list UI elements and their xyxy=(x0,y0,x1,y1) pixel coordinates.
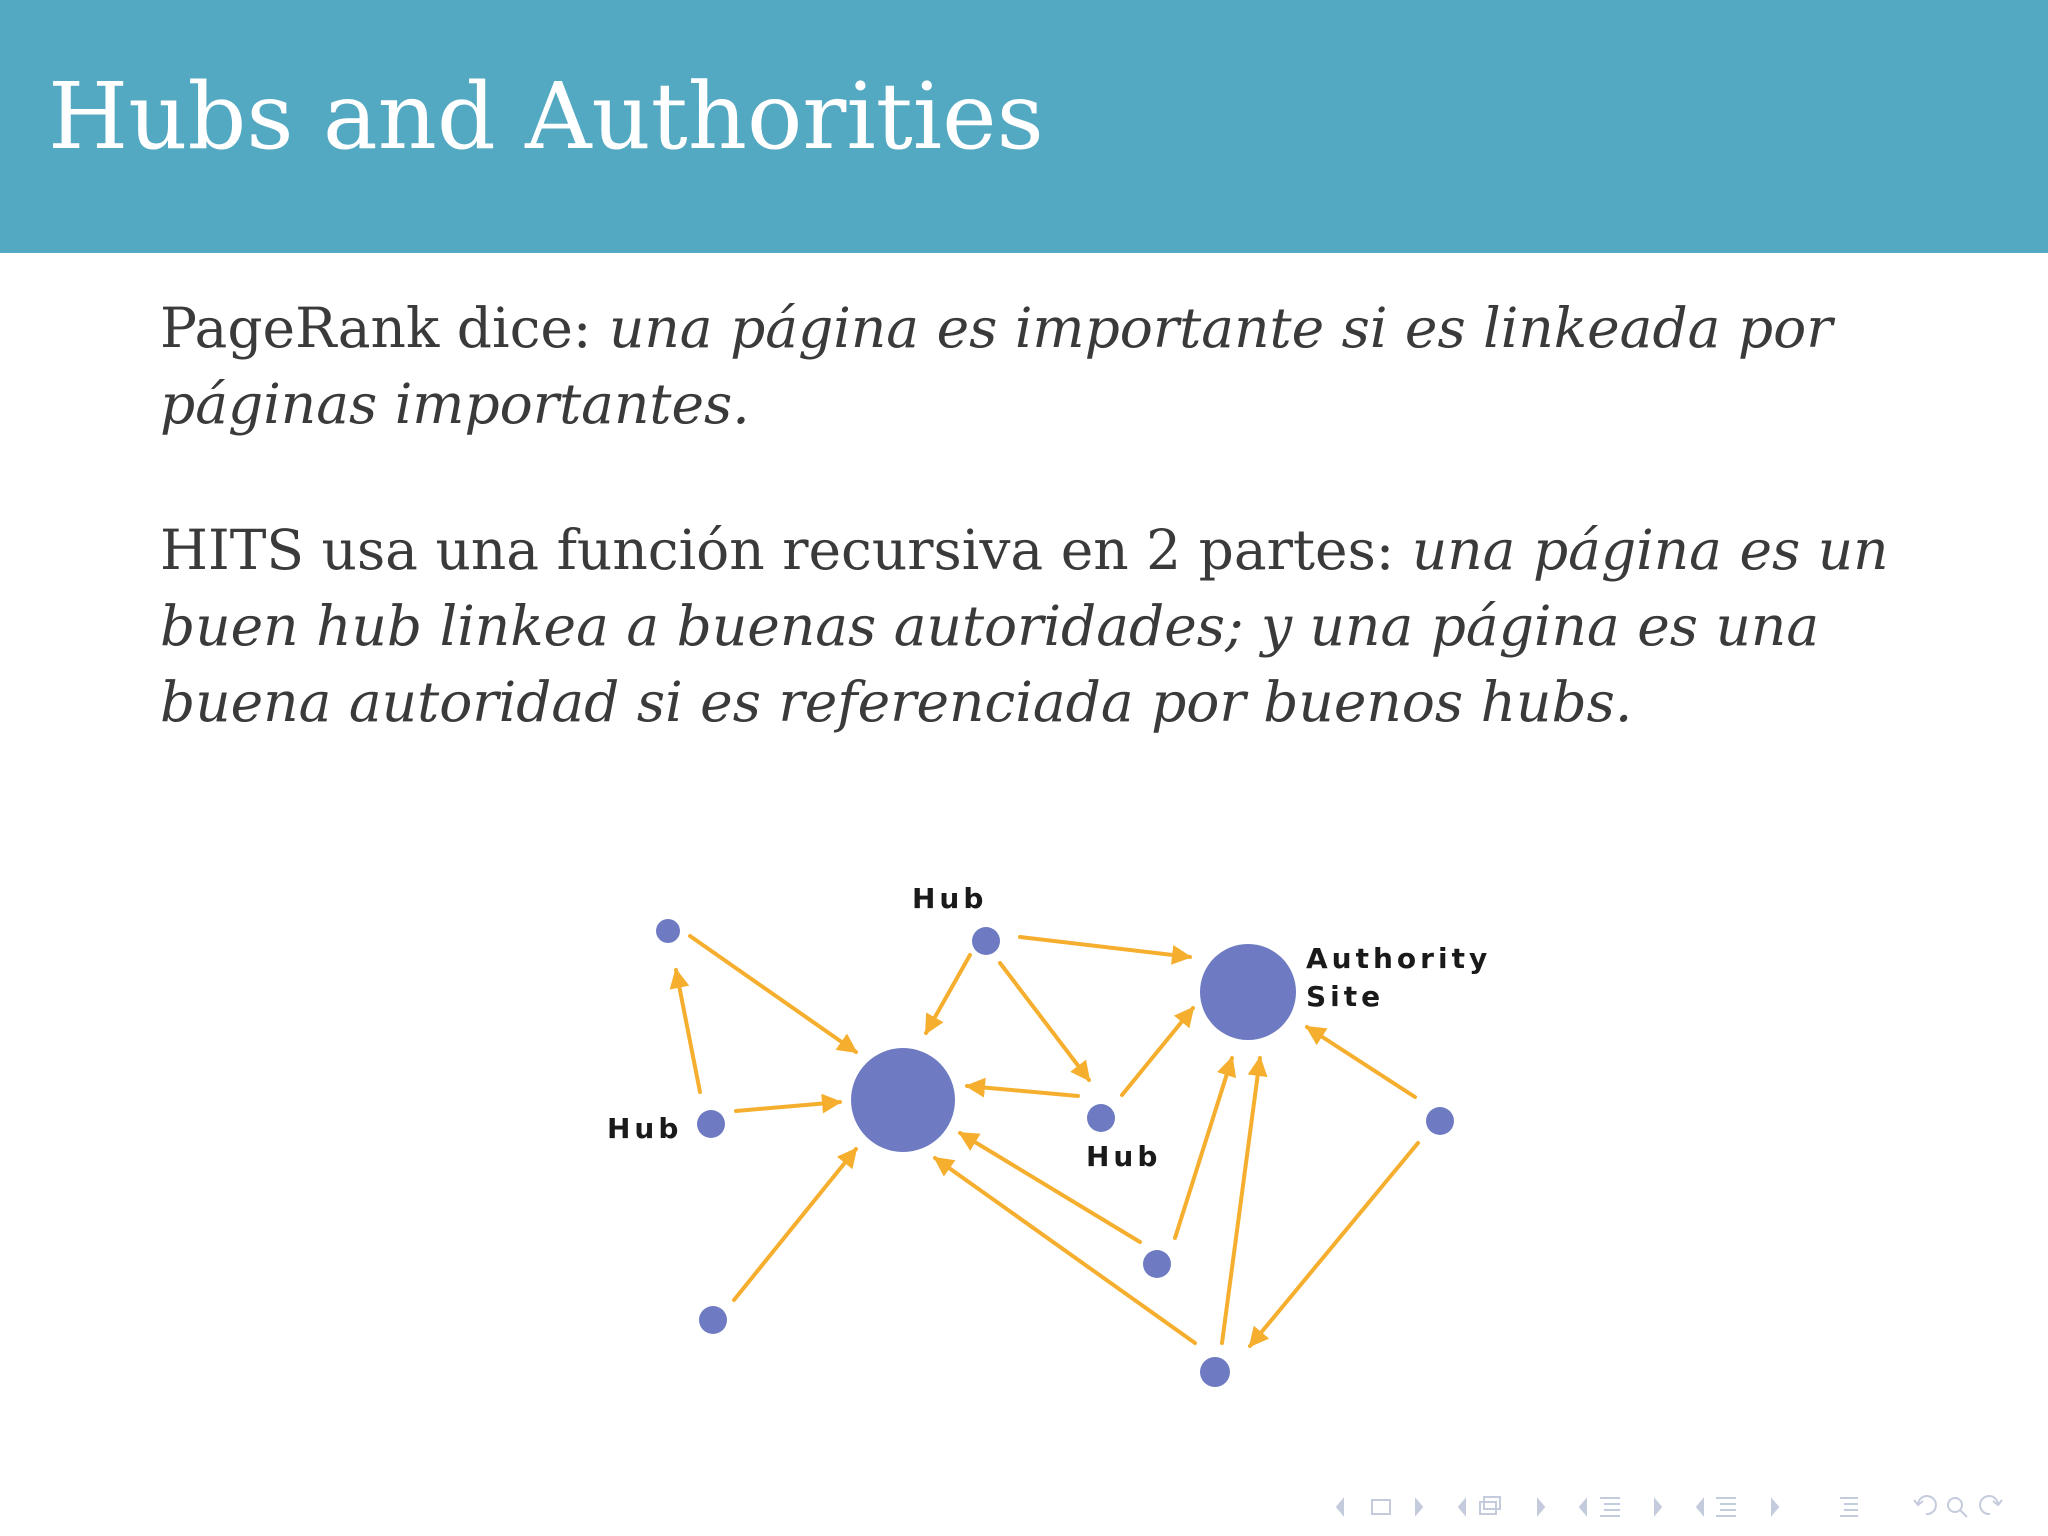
pagerank-lead: PageRank dice: xyxy=(160,296,609,360)
hub-label-mid: Hub xyxy=(1086,1140,1162,1173)
hub-node-mid xyxy=(1087,1104,1115,1132)
node xyxy=(699,1306,727,1334)
hits-definition: una página es un buen hub linkea a buenas autoridades; y una página es una buena autoridad si es referenciada por buenos hubs. xyxy=(160,518,1889,734)
pagerank-definition: una página es importante si es linkeada por páginas importantes. xyxy=(160,296,1833,436)
arrow-left-icon[interactable] xyxy=(1337,1500,1343,1514)
hub-label-left: Hub xyxy=(607,1112,683,1145)
authority-label-line1: Authority xyxy=(1306,942,1492,975)
search-icon[interactable] xyxy=(1948,1498,1967,1517)
arrow-left-icon[interactable] xyxy=(1697,1500,1703,1514)
edge xyxy=(734,1149,856,1300)
edge xyxy=(1307,1027,1415,1097)
frame-icon[interactable] xyxy=(1372,1500,1390,1514)
hub-label-top: Hub xyxy=(912,882,988,915)
edge xyxy=(926,955,970,1033)
authority-node xyxy=(1200,944,1296,1040)
edge xyxy=(676,970,700,1092)
edge xyxy=(1020,937,1190,957)
edge xyxy=(1222,1058,1260,1343)
hub-node-top xyxy=(972,927,1000,955)
authority-label-line2: Site xyxy=(1306,980,1385,1013)
edge xyxy=(1122,1008,1193,1095)
node xyxy=(1426,1107,1454,1135)
node xyxy=(1143,1250,1171,1278)
slide-title: Hubs and Authorities xyxy=(48,63,1044,170)
beamer-navigation xyxy=(1330,1490,2040,1524)
align-icon[interactable] xyxy=(1840,1498,1858,1516)
edge xyxy=(1250,1143,1418,1346)
arrow-left-icon[interactable] xyxy=(1580,1500,1586,1514)
edge xyxy=(967,1086,1078,1096)
hits-lead: HITS usa una función recursiva en 2 partes: xyxy=(160,518,1412,582)
central-node xyxy=(851,1048,955,1152)
subsection-icon[interactable] xyxy=(1716,1498,1736,1516)
arrow-right-icon[interactable] xyxy=(1772,1500,1778,1514)
arrow-right-icon[interactable] xyxy=(1416,1500,1422,1514)
edge xyxy=(690,936,856,1052)
subsection-icon[interactable] xyxy=(1600,1498,1620,1516)
arrow-left-icon[interactable] xyxy=(1459,1500,1465,1514)
edge xyxy=(1000,963,1089,1080)
node xyxy=(656,919,680,943)
edge xyxy=(736,1102,840,1111)
redo-icon[interactable] xyxy=(1980,1496,2002,1514)
node xyxy=(1200,1357,1230,1387)
edge xyxy=(1175,1058,1232,1238)
arrow-right-icon[interactable] xyxy=(1655,1500,1661,1514)
hub-node-left xyxy=(697,1110,725,1138)
section-icon[interactable] xyxy=(1480,1497,1500,1514)
arrow-right-icon[interactable] xyxy=(1538,1500,1544,1514)
undo-icon[interactable] xyxy=(1914,1496,1936,1514)
